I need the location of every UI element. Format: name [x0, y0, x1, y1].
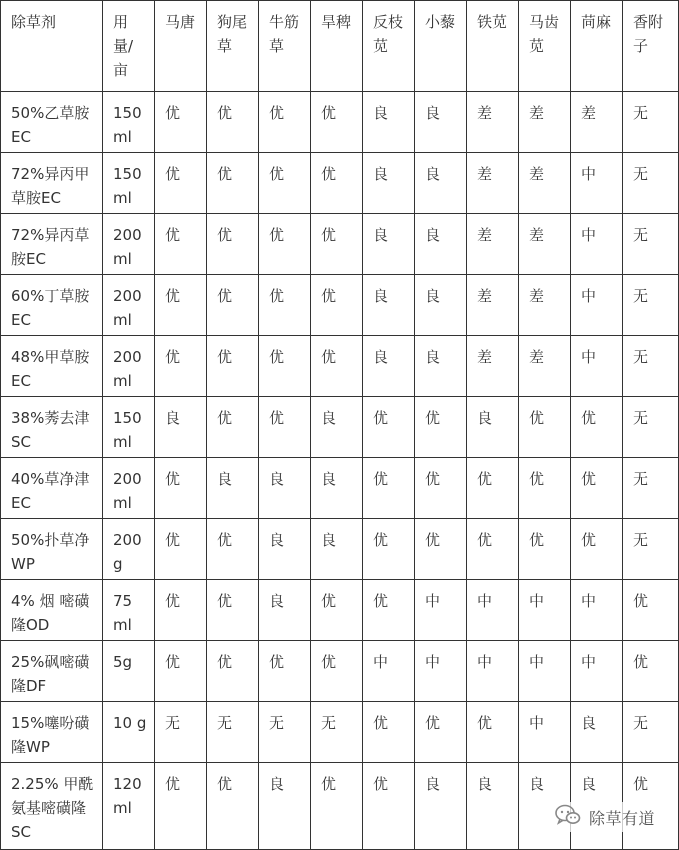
efficacy-cell: 优	[207, 214, 259, 275]
efficacy-cell: 良	[571, 702, 623, 763]
efficacy-cell: 优	[311, 641, 363, 702]
efficacy-cell: 良	[415, 763, 467, 850]
efficacy-cell: 差	[467, 214, 519, 275]
efficacy-cell: 中	[519, 702, 571, 763]
efficacy-cell: 良	[571, 763, 623, 850]
efficacy-cell: 无	[623, 336, 679, 397]
efficacy-cell: 良	[259, 763, 311, 850]
efficacy-cell: 良	[363, 92, 415, 153]
efficacy-cell: 良	[363, 214, 415, 275]
efficacy-cell: 优	[207, 336, 259, 397]
efficacy-cell: 良	[155, 397, 207, 458]
herbicide-name-cell: 72%异丙甲草胺EC	[1, 153, 103, 214]
efficacy-cell: 良	[259, 580, 311, 641]
efficacy-cell: 中	[571, 153, 623, 214]
efficacy-cell: 良	[467, 397, 519, 458]
header-weed: 旱稗	[311, 1, 363, 92]
efficacy-cell: 优	[519, 519, 571, 580]
efficacy-cell: 良	[363, 336, 415, 397]
dosage-cell: 200 ml	[103, 275, 155, 336]
table-row	[1, 641, 679, 702]
efficacy-cell: 优	[155, 580, 207, 641]
efficacy-cell: 差	[519, 214, 571, 275]
efficacy-cell: 无	[623, 397, 679, 458]
dosage-cell: 150 ml	[103, 153, 155, 214]
efficacy-cell: 优	[259, 275, 311, 336]
herbicide-name-cell: 4% 烟 嘧磺隆OD	[1, 580, 103, 641]
efficacy-cell: 中	[467, 580, 519, 641]
efficacy-cell: 良	[311, 397, 363, 458]
watermark	[551, 802, 659, 832]
efficacy-cell: 无	[623, 214, 679, 275]
efficacy-cell: 中	[363, 641, 415, 702]
efficacy-cell: 优	[207, 641, 259, 702]
efficacy-cell: 中	[571, 275, 623, 336]
efficacy-cell: 差	[467, 275, 519, 336]
dosage-cell: 150 ml	[103, 397, 155, 458]
header-weed: 马唐	[155, 1, 207, 92]
efficacy-cell: 优	[207, 763, 259, 850]
efficacy-cell: 优	[311, 214, 363, 275]
herbicide-name-cell: 60%丁草胺EC	[1, 275, 103, 336]
efficacy-cell: 无	[623, 702, 679, 763]
table-row	[1, 336, 679, 397]
efficacy-cell: 优	[155, 275, 207, 336]
efficacy-cell: 优	[259, 397, 311, 458]
header-dosage: 用量/亩	[103, 1, 155, 92]
efficacy-cell: 优	[415, 519, 467, 580]
efficacy-cell: 无	[623, 519, 679, 580]
herbicide-name-cell: 72%异丙草胺EC	[1, 214, 103, 275]
efficacy-cell: 差	[467, 153, 519, 214]
header-weed: 小藜	[415, 1, 467, 92]
efficacy-cell: 优	[363, 458, 415, 519]
efficacy-cell: 无	[311, 702, 363, 763]
efficacy-cell: 优	[363, 702, 415, 763]
efficacy-cell: 优	[415, 397, 467, 458]
herbicide-name-cell: 38%莠去津SC	[1, 397, 103, 458]
efficacy-cell: 良	[415, 275, 467, 336]
watermark-text: 除草有道	[588, 808, 655, 828]
efficacy-cell: 优	[155, 214, 207, 275]
table-row	[1, 214, 679, 275]
efficacy-cell: 优	[259, 92, 311, 153]
efficacy-cell: 优	[207, 580, 259, 641]
efficacy-cell: 优	[207, 397, 259, 458]
efficacy-cell: 优	[155, 92, 207, 153]
header-weed: 马齿苋	[519, 1, 571, 92]
efficacy-cell: 中	[571, 580, 623, 641]
herbicide-name-cell: 15%噻吩磺隆WP	[1, 702, 103, 763]
efficacy-cell: 中	[415, 580, 467, 641]
header-weed: 铁苋	[467, 1, 519, 92]
efficacy-cell: 优	[519, 397, 571, 458]
efficacy-cell: 优	[311, 336, 363, 397]
dosage-cell: 5g	[103, 641, 155, 702]
efficacy-cell: 中	[519, 580, 571, 641]
table-row	[1, 397, 679, 458]
efficacy-cell: 无	[259, 702, 311, 763]
table-row	[1, 275, 679, 336]
efficacy-cell: 良	[259, 519, 311, 580]
table-row	[1, 92, 679, 153]
table-row	[1, 519, 679, 580]
efficacy-cell: 优	[311, 580, 363, 641]
efficacy-cell: 优	[623, 580, 679, 641]
efficacy-cell: 差	[519, 92, 571, 153]
dosage-cell: 150 ml	[103, 92, 155, 153]
efficacy-cell: 优	[259, 641, 311, 702]
efficacy-cell: 中	[571, 336, 623, 397]
efficacy-cell: 优	[519, 458, 571, 519]
header-herbicide: 除草剂	[1, 1, 103, 92]
efficacy-cell: 优	[623, 763, 679, 850]
efficacy-cell: 良	[259, 458, 311, 519]
efficacy-cell: 优	[311, 153, 363, 214]
efficacy-cell: 优	[155, 458, 207, 519]
header-weed: 香附子	[623, 1, 679, 92]
efficacy-cell: 良	[415, 214, 467, 275]
header-row	[1, 1, 679, 92]
dosage-cell: 200 ml	[103, 336, 155, 397]
efficacy-cell: 良	[363, 275, 415, 336]
herbicide-name-cell: 50%乙草胺EC	[1, 92, 103, 153]
header-weed: 牛筋草	[259, 1, 311, 92]
efficacy-cell: 良	[363, 153, 415, 214]
efficacy-cell: 中	[519, 641, 571, 702]
table-row	[1, 580, 679, 641]
efficacy-cell: 优	[467, 519, 519, 580]
dosage-cell: 200 g	[103, 519, 155, 580]
efficacy-cell: 无	[623, 153, 679, 214]
efficacy-cell: 中	[467, 641, 519, 702]
efficacy-cell: 优	[207, 92, 259, 153]
efficacy-cell: 良	[415, 153, 467, 214]
efficacy-cell: 优	[571, 519, 623, 580]
efficacy-cell: 优	[571, 458, 623, 519]
table-row	[1, 702, 679, 763]
efficacy-cell: 优	[415, 458, 467, 519]
efficacy-cell: 良	[467, 763, 519, 850]
efficacy-cell: 良	[415, 336, 467, 397]
efficacy-cell: 优	[415, 702, 467, 763]
efficacy-cell: 优	[207, 519, 259, 580]
efficacy-cell: 良	[207, 458, 259, 519]
efficacy-cell: 中	[571, 214, 623, 275]
herbicide-name-cell: 50%扑草净WP	[1, 519, 103, 580]
efficacy-cell: 优	[259, 336, 311, 397]
efficacy-cell: 中	[415, 641, 467, 702]
header-weed: 反枝苋	[363, 1, 415, 92]
dosage-cell: 120 ml	[103, 763, 155, 850]
efficacy-cell: 优	[467, 702, 519, 763]
efficacy-cell: 无	[155, 702, 207, 763]
header-weed: 狗尾草	[207, 1, 259, 92]
header-weed: 苘麻	[571, 1, 623, 92]
efficacy-cell: 优	[311, 275, 363, 336]
efficacy-cell: 无	[623, 92, 679, 153]
efficacy-cell: 优	[363, 580, 415, 641]
efficacy-cell: 优	[467, 458, 519, 519]
efficacy-cell: 无	[623, 275, 679, 336]
efficacy-cell: 优	[155, 641, 207, 702]
efficacy-cell: 优	[155, 153, 207, 214]
efficacy-cell: 优	[311, 763, 363, 850]
efficacy-cell: 优	[259, 214, 311, 275]
efficacy-cell: 优	[259, 153, 311, 214]
herbicide-name-cell: 25%砜嘧磺隆DF	[1, 641, 103, 702]
efficacy-cell: 优	[155, 336, 207, 397]
table-row	[1, 153, 679, 214]
efficacy-cell: 无	[207, 702, 259, 763]
efficacy-cell: 优	[363, 763, 415, 850]
efficacy-cell: 差	[519, 275, 571, 336]
dosage-cell: 200 ml	[103, 458, 155, 519]
dosage-cell: 10 g	[103, 702, 155, 763]
wechat-icon	[555, 804, 581, 830]
efficacy-cell: 差	[571, 92, 623, 153]
efficacy-cell: 优	[571, 397, 623, 458]
efficacy-cell: 优	[363, 519, 415, 580]
dosage-cell: 200 ml	[103, 214, 155, 275]
efficacy-cell: 差	[467, 336, 519, 397]
efficacy-cell: 优	[311, 92, 363, 153]
efficacy-cell: 良	[311, 458, 363, 519]
efficacy-cell: 差	[467, 92, 519, 153]
efficacy-cell: 优	[155, 519, 207, 580]
herbicide-name-cell: 48%甲草胺EC	[1, 336, 103, 397]
efficacy-cell: 良	[415, 92, 467, 153]
efficacy-cell: 优	[155, 763, 207, 850]
efficacy-cell: 优	[207, 153, 259, 214]
herbicide-name-cell: 2.25% 甲酰氨基嘧磺隆SC	[1, 763, 103, 850]
efficacy-cell: 优	[207, 275, 259, 336]
efficacy-cell: 优	[363, 397, 415, 458]
efficacy-cell: 差	[519, 336, 571, 397]
table-row	[1, 458, 679, 519]
efficacy-cell: 差	[519, 153, 571, 214]
herbicide-name-cell: 40%草净津EC	[1, 458, 103, 519]
efficacy-cell: 无	[623, 458, 679, 519]
efficacy-cell: 良	[311, 519, 363, 580]
efficacy-cell: 优	[623, 641, 679, 702]
efficacy-cell: 良	[519, 763, 571, 850]
dosage-cell: 75 ml	[103, 580, 155, 641]
efficacy-cell: 中	[571, 641, 623, 702]
